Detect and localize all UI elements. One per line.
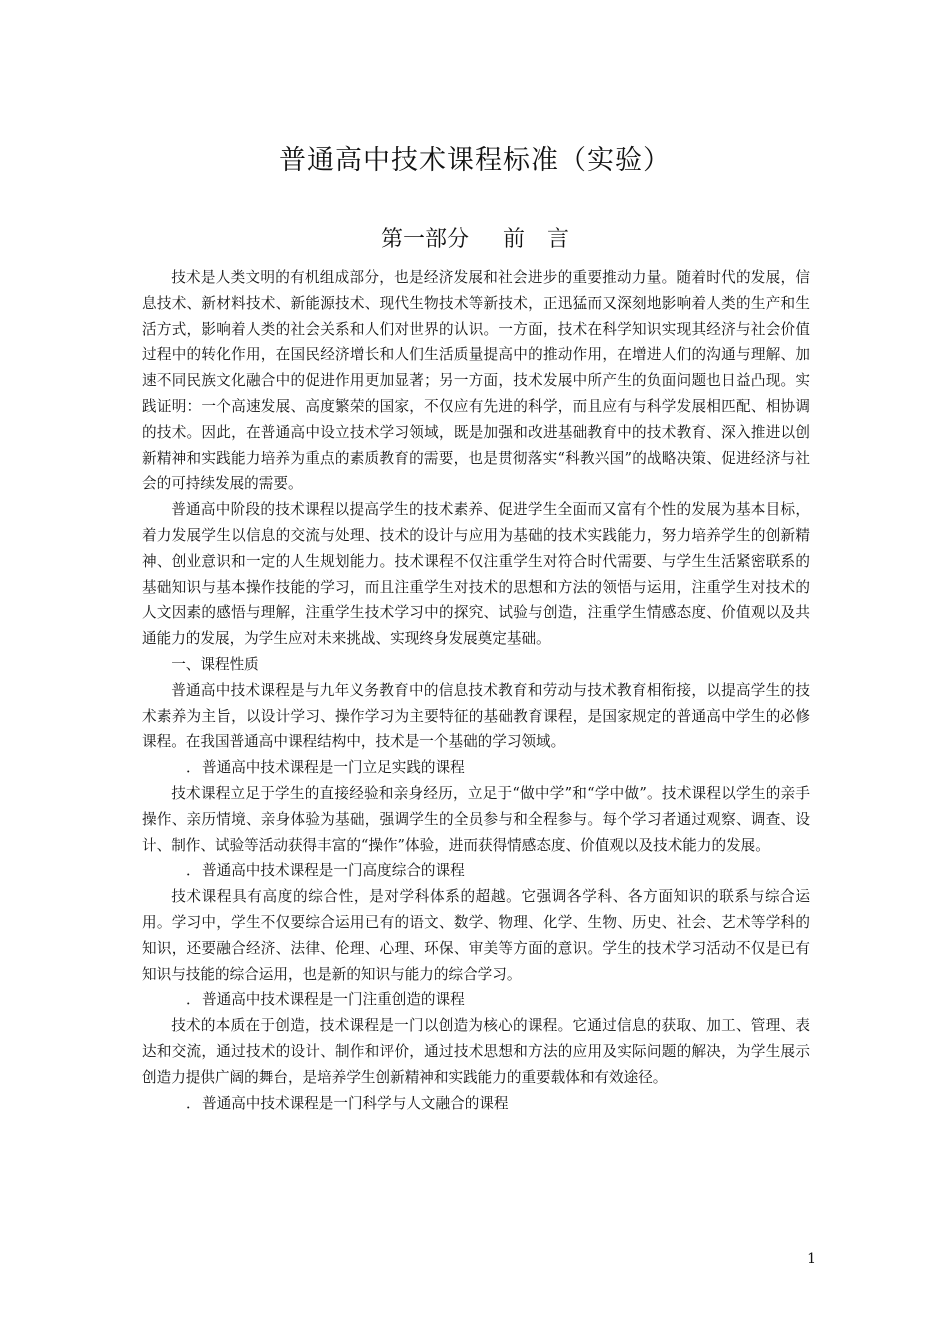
item-heading-2: ．普通高中技术课程是一门高度综合的课程 [186,862,465,880]
section-heading: 一、课程性质 [171,655,259,673]
item-paragraph-1: 技术课程立足于学生的直接经验和亲身经历，立足于“做中学”和“学中做”。技术课程以学生的亲手操作、亲历情境、亲身体验为基础，强调学生的全员参与和全程参与。每个学习者通过观察、调查、设计、制作、试验等活动获得丰富的“操作”体验，进而获得情感态度、价值观以及技术能力的发展。 [142,784,810,854]
page-title: 普通高中技术课程标准（实验） [279,145,671,176]
item-heading-3: ．普通高中技术课程是一门注重创造的课程 [186,991,465,1009]
page-number: 1 [807,1251,816,1267]
intro-paragraph-1: 技术是人类文明的有机组成部分，也是经济发展和社会进步的重要推动力量。随着时代的发展，信息技术、新材料技术、新能源技术、现代生物技术等新技术，正迅猛而又深刻地影响着人类的生产和生活方式，影响着人类的社会关系和人们对世界的认识。一方面，技术在科学知识实现其经济与社会价值过程中的转化作用，在国民经济增长和人们生活质量提高中的推动作用，在增进人们的沟通与理解、加速不同民族文化融合中的促进作用更加显著；另一方面，技术发展中所产生的负面问题也日益凸现。实践证明：一个高速发展、高度繁荣的国家，不仅应有先进的科学，而且应有与科学发展相匹配、相协调的技术。因此，在普通高中设立技术学习领域，既是加强和改进基础教育中的技术教育、深入推进以创新精神和实践能力培养为重点的素质教育的需要，也是贯彻落实“科教兴国”的战略决策、促进经济与社会的可持续发展的需要。 [142,269,810,493]
part-number: 第一部分 [380,227,469,252]
part-heading [0,222,950,253]
document-body [142,265,810,1116]
item-heading-4: ．普通高中技术课程是一门科学与人文融合的课程 [186,1094,509,1112]
item-heading-1: ．普通高中技术课程是一门立足实践的课程 [186,759,465,777]
section-intro-paragraph: 普通高中技术课程是与九年义务教育中的信息技术教育和劳动与技术教育相衔接，以提高学生的技术素养为主旨，以设计学习、操作学习为主要特征的基础教育课程，是国家规定的普通高中学生的必修课程。在我国普通高中课程结构中，技术是一个基础的学习领域。 [142,681,810,751]
item-paragraph-2: 技术课程具有高度的综合性，是对学科体系的超越。它强调各学科、各方面知识的联系与综合运用。学习中，学生不仅要综合运用已有的语文、数学、物理、化学、生物、历史、社会、艺术等学科的知识，还要融合经济、法律、伦理、心理、环保、审美等方面的意识。学生的技术学习活动不仅是已有知识与技能的综合运用，也是新的知识与能力的综合学习。 [142,888,810,983]
part-name-second: 言 [547,227,570,252]
item-paragraph-3: 技术的本质在于创造，技术课程是一门以创造为核心的课程。它通过信息的获取、加工、管理、表达和交流，通过技术的设计、制作和评价，通过技术思想和方法的应用及实际问题的解决，为学生展示创造力提供广阔的舞台，是培养学生创新精神和实践能力的重要载体和有效途径。 [142,1017,810,1086]
part-name-first: 前 [502,227,525,252]
intro-paragraph-2: 普通高中阶段的技术课程以提高学生的技术素养、促进学生全面而又富有个性的发展为基本目标，着力发展学生以信息的交流与处理、技术的设计与应用为基础的技术实践能力，努力培养学生的创新精神、创业意识和一定的人生规划能力。技术课程不仅注重学生对符合时代需要、与学生生活紧密联系的基础知识与基本操作技能的学习，而且注重学生对技术的思想和方法的领悟与运用，注重学生对技术的人文因素的感悟与理解，注重学生技术学习中的探究、试验与创造，注重学生情感态度、价值观以及共通能力的发展，为学生应对未来挑战、实现终身发展奠定基础。 [142,501,810,648]
